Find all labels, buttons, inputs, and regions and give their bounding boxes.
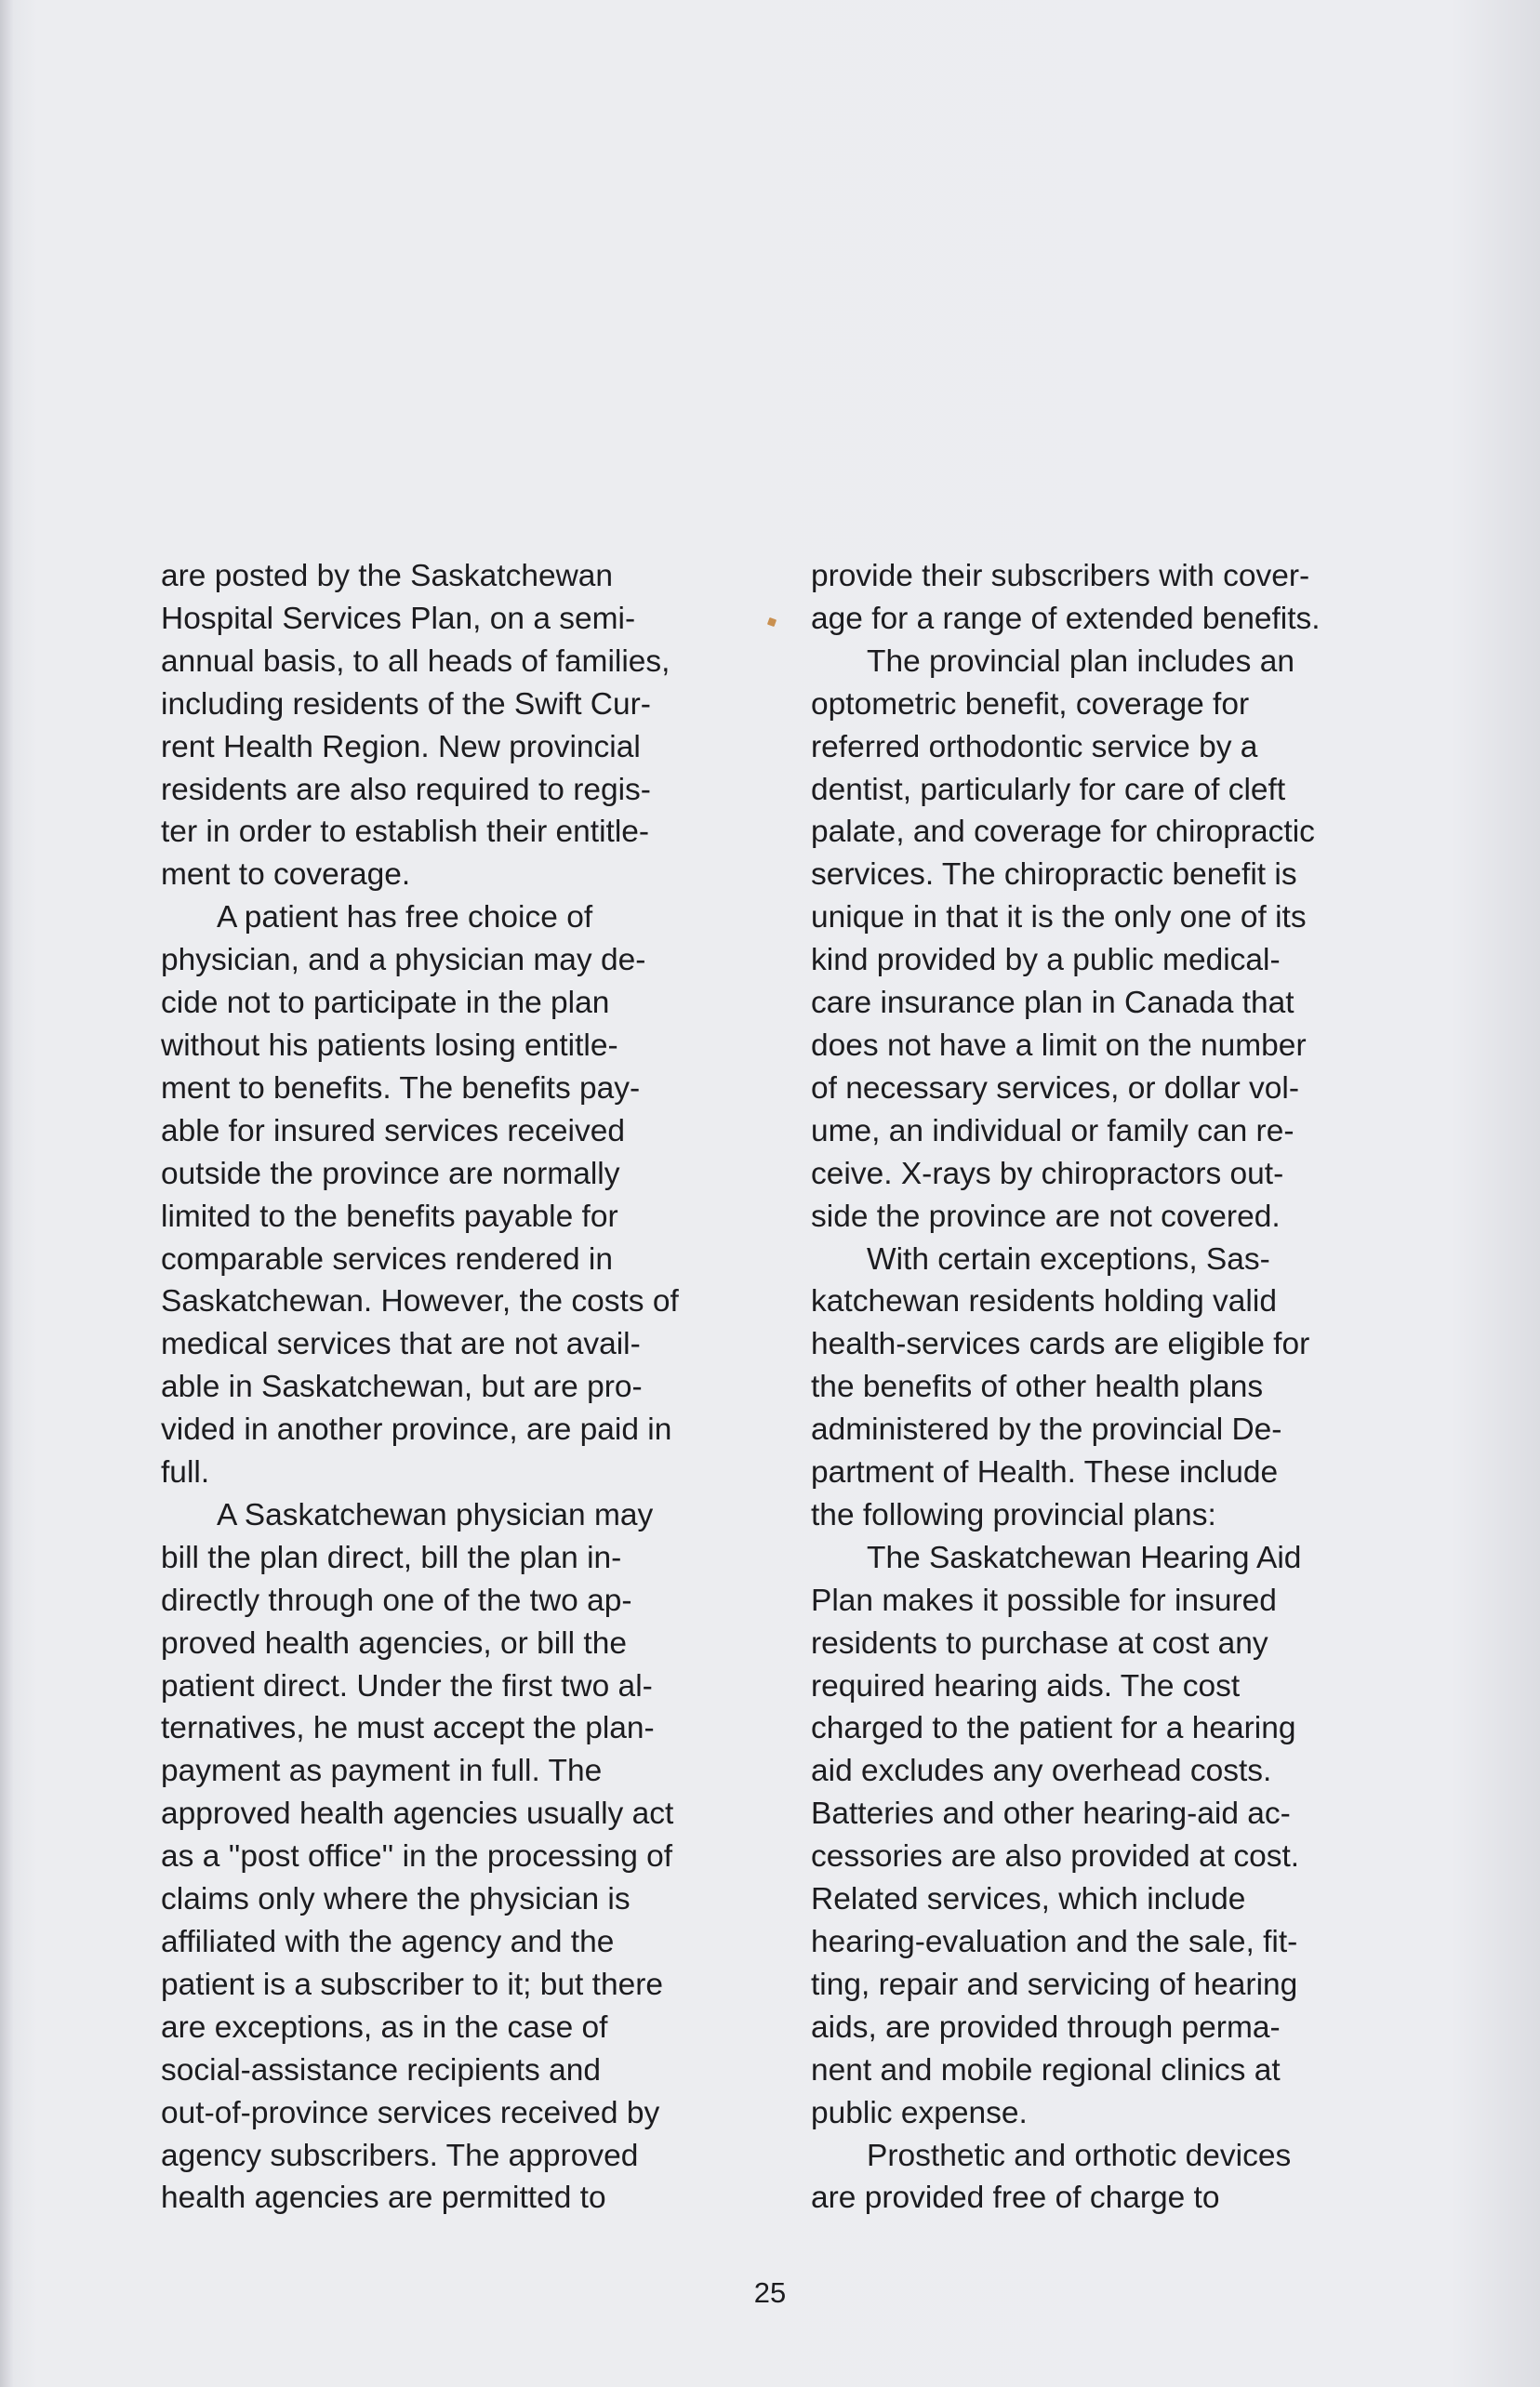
left-column (161, 555, 798, 2220)
paragraph: Prosthetic and orthotic devices are provided free of charge to (811, 2138, 1292, 2216)
right-column (811, 555, 1448, 2220)
paragraph: The Saskatchewan Hearing Aid Plan makes it possible for insured residents to purchase at cost any required hearing aids. The cost charged to the patient for a hearing aid excludes any overhead costs. Batteries and other hearing-aid ac- cessories are also provided at cost. Related services, which include hearing-evaluation and the sale, fit- ting, repair and servicing of hearing aids, are provided through perma- nent and mobile regional clinics at public expense. (811, 1540, 1302, 2130)
paragraph: provide their subscribers with cover- age for a range of extended benefits. (811, 559, 1321, 636)
paragraph: are posted by the Saskatchewan Hospital Services Plan, on a semi- annual basis, to all heads of families, including residents of the Swift Cur- rent Health Region. New provincial residents are also required to regis- ter in order to establish their entitle- ment to coverage. (161, 559, 670, 893)
paragraph: The provincial plan includes an optometric benefit, coverage for referred orthodontic service by a dentist, particularly for care of cleft palate, and coverage for chiropractic services. The chiropractic benefit is unique in that it is the only one of its kind provided by a public medical- care insurance plan in Canada that does not have a limit on the number of necessary services, or dollar vol- ume, an individual or family can re- ceive. X-rays by chiropractors out- side the province are not covered. (811, 643, 1315, 1234)
page-number: 25 (753, 2276, 787, 2309)
paragraph: With certain exceptions, Sas- katchewan residents holding valid health-services cards are eligible for the benefits of other health plans administered by the provincial De- partment of Health. These include the following provincial plans: (811, 1241, 1310, 1532)
paragraph: A patient has free choice of physician, and a physician may de- cide not to participate in the plan without his patients losing entitle- ment to benefits. The benefits pay- able for insured services received outside the province are normally limited to the benefits payable for comparable services rendered in Saskatchewan. However, the costs of medical services that are not avail- able in Saskatchewan, but are pro- vided in another province, are paid in full. (161, 900, 679, 1491)
paragraph: A Saskatchewan physician may bill the plan direct, bill the plan in- directly through one of the two ap- proved health agencies, or bill the patient direct. Under the first two al- ternatives, he must accept the plan- payment as payment in full. The approved health agencies usually act as a ''post office'' in the processing of claims only where the physician is affiliated with the agency and the patient is a subscriber to it; but there are exceptions, as in the case of social-assistance recipients and out-of-province services received by agency subscribers. The approved health agencies are permitted to (161, 1497, 674, 2216)
page-spine-shadow (0, 0, 13, 2387)
